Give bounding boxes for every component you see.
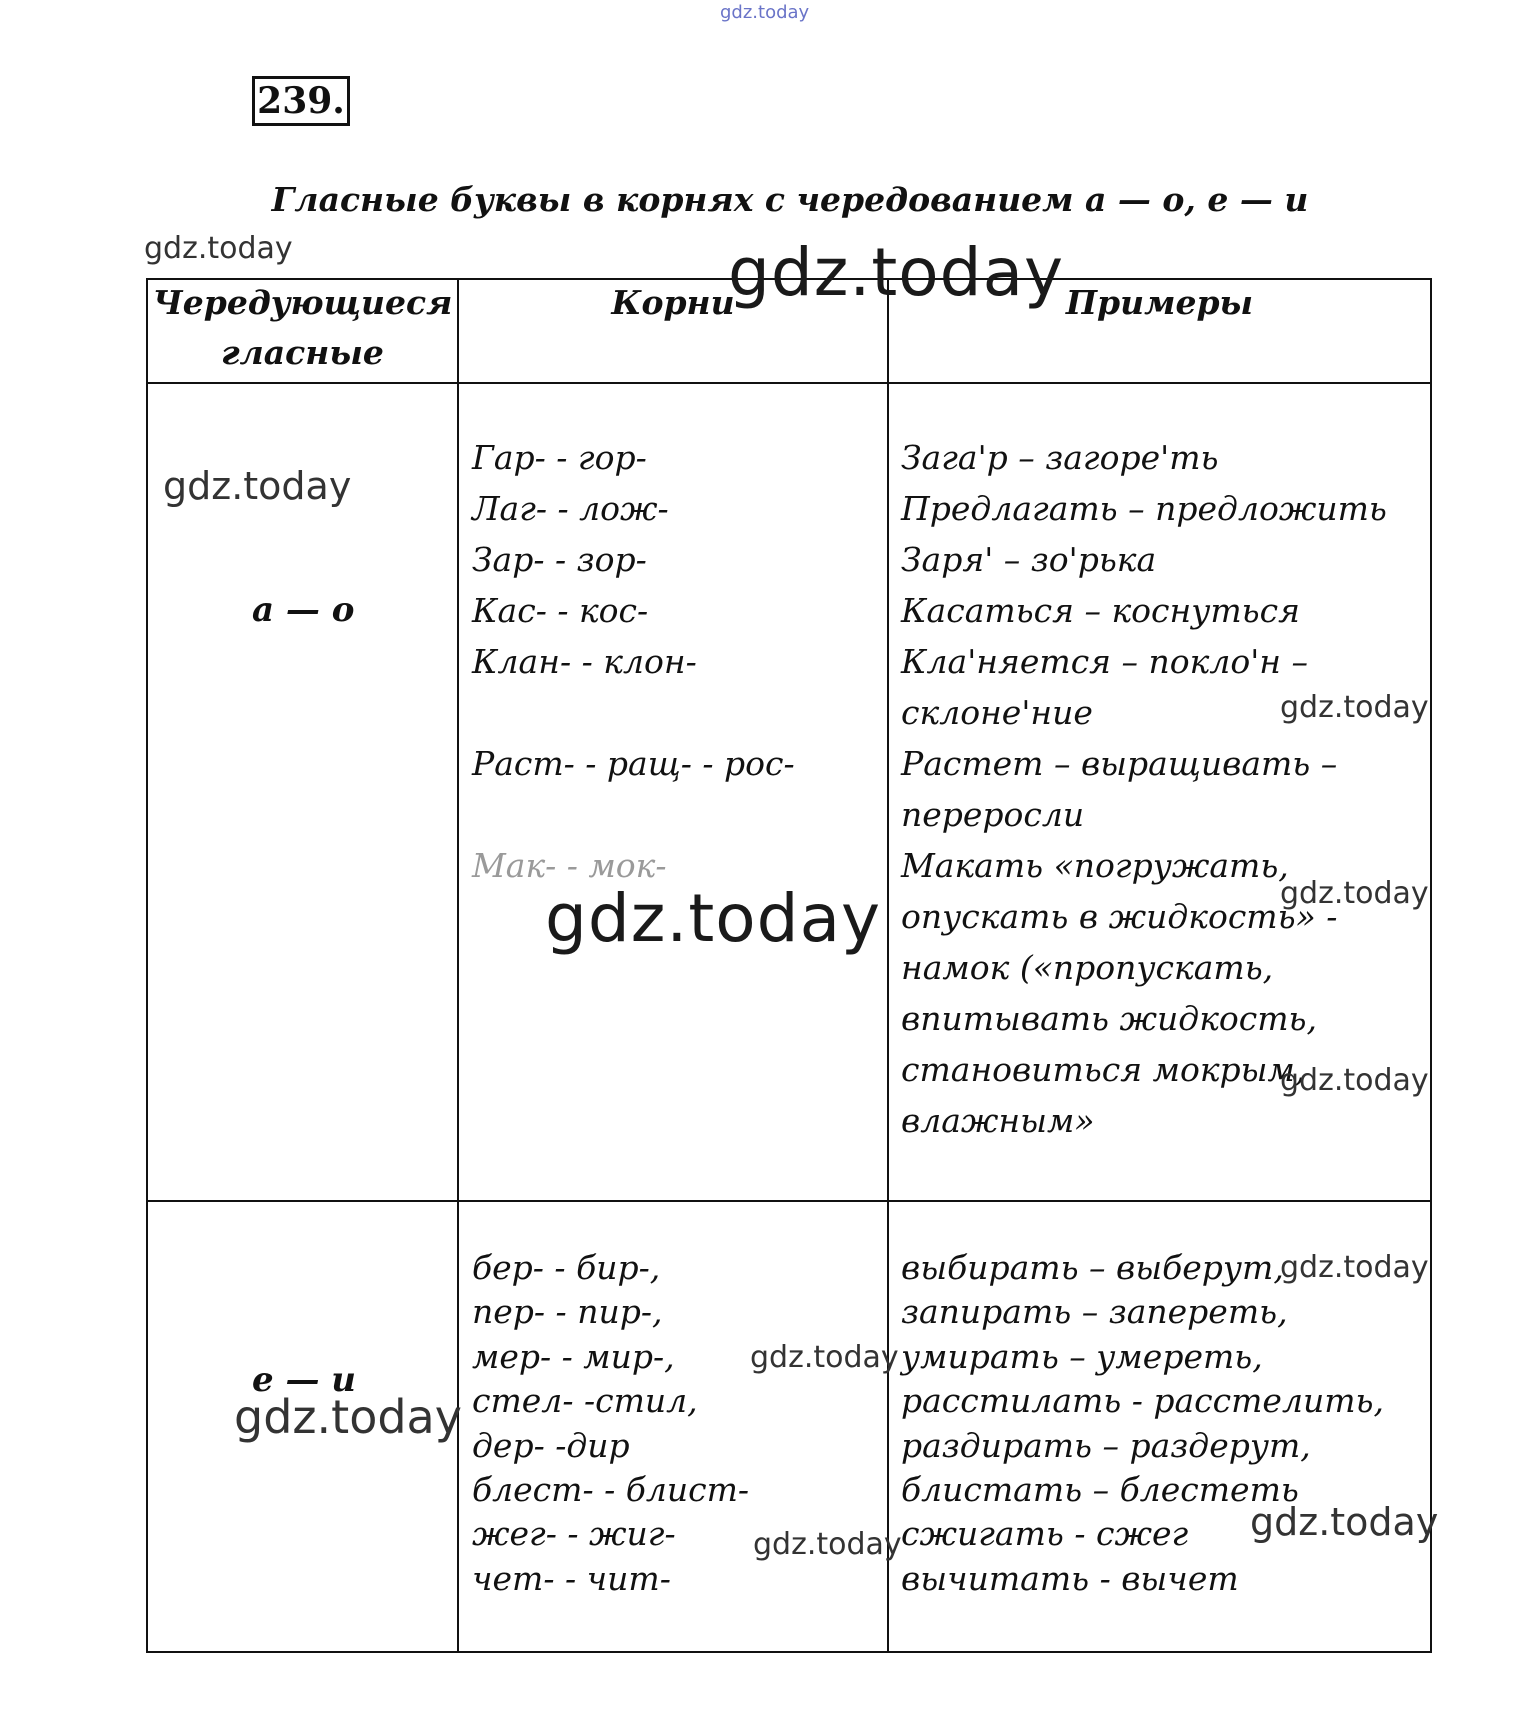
example-item: блистать – блестеть [901,1470,1299,1510]
example-item: намок («пропускать, [901,948,1274,987]
page-title: Гласные буквы в корнях с чередованием а — о, е — и [271,180,1309,219]
watermark: gdz.today [728,234,1065,311]
example-item: вычитать - вычет [901,1558,1239,1598]
exercise-number: 239. [252,76,350,126]
example-item: запирать – запереть, [901,1292,1288,1332]
example-item: расстилать - расстелить, [901,1381,1384,1421]
row-1-examples [901,432,1387,1146]
root-item: Мак- - мок- [472,846,667,885]
watermark: gdz.today [1280,1250,1429,1285]
header-alternating-vowels: Чередующиеся гласные [152,283,453,372]
watermark: gdz.today [144,231,293,266]
root-item: Лаг- - лож- [472,489,669,528]
header-examples: Примеры [1065,283,1254,322]
root-item [472,789,795,840]
watermark: gdz.today [163,464,352,508]
example-item: раздирать – раздерут, [901,1425,1311,1465]
watermark: gdz.today [234,1390,462,1444]
root-item: чет- - чит- [472,1558,671,1598]
example-item: становиться мокрым, [901,1050,1306,1089]
watermark: gdz.today [750,1340,899,1375]
example-item: выбирать – выберут, [901,1248,1284,1287]
header-roots: Корни [611,283,735,322]
example-item: влажным» [901,1101,1095,1140]
watermark: gdz.today [1250,1500,1439,1544]
example-item: Растет – выращивать – [901,744,1338,783]
root-item: Гар- - гор- [472,438,647,477]
root-item: Кас- - кос- [472,591,649,630]
row-2-roots [472,1246,749,1601]
watermark: gdz.today [545,880,882,957]
root-item: бер- - бир-, [472,1248,661,1287]
root-item: дер- -дир [472,1425,630,1465]
example-item: Кла'няется – покло'н – [901,642,1309,681]
root-item [472,687,795,738]
example-item: сжигать - сжег [901,1514,1189,1554]
watermark: gdz.today [1280,690,1429,725]
example-item: Предлагать – предложить [901,489,1387,528]
example-item: переросли [901,795,1085,834]
watermark: gdz.today [753,1527,902,1562]
example-item: Касаться – коснуться [901,591,1300,630]
root-item: Раст- - ращ- - рос- [472,744,795,783]
example-item: опускать в жидкость» - [901,897,1338,936]
example-item: умирать – умереть, [901,1336,1263,1376]
watermark: gdz.today [1280,1063,1429,1098]
root-item: блест- - блист- [472,1470,750,1510]
root-item: стел- -стил, [472,1381,698,1421]
example-item: Зага'р – загоре'ть [901,438,1219,477]
example-item: склоне'ние [901,693,1093,732]
root-item: Клан- - клон- [472,642,697,681]
root-item: пер- - пир-, [472,1292,663,1332]
row-1-roots [472,432,795,891]
row-1-vowels: а — о [252,590,355,630]
root-item: мер- - мир-, [472,1336,675,1376]
row-2-examples [901,1246,1384,1601]
watermark-top: gdz.today [720,2,810,23]
row-2-vowels: е — и [252,1360,357,1400]
root-item: Зар- - зор- [472,540,647,579]
watermark: gdz.today [1280,876,1429,911]
example-item: Заря' – зо'рька [901,540,1157,579]
example-item: Макать «погружать, [901,846,1289,885]
root-item: жег- - жиг- [472,1514,676,1554]
example-item: впитывать жидкость, [901,999,1317,1038]
